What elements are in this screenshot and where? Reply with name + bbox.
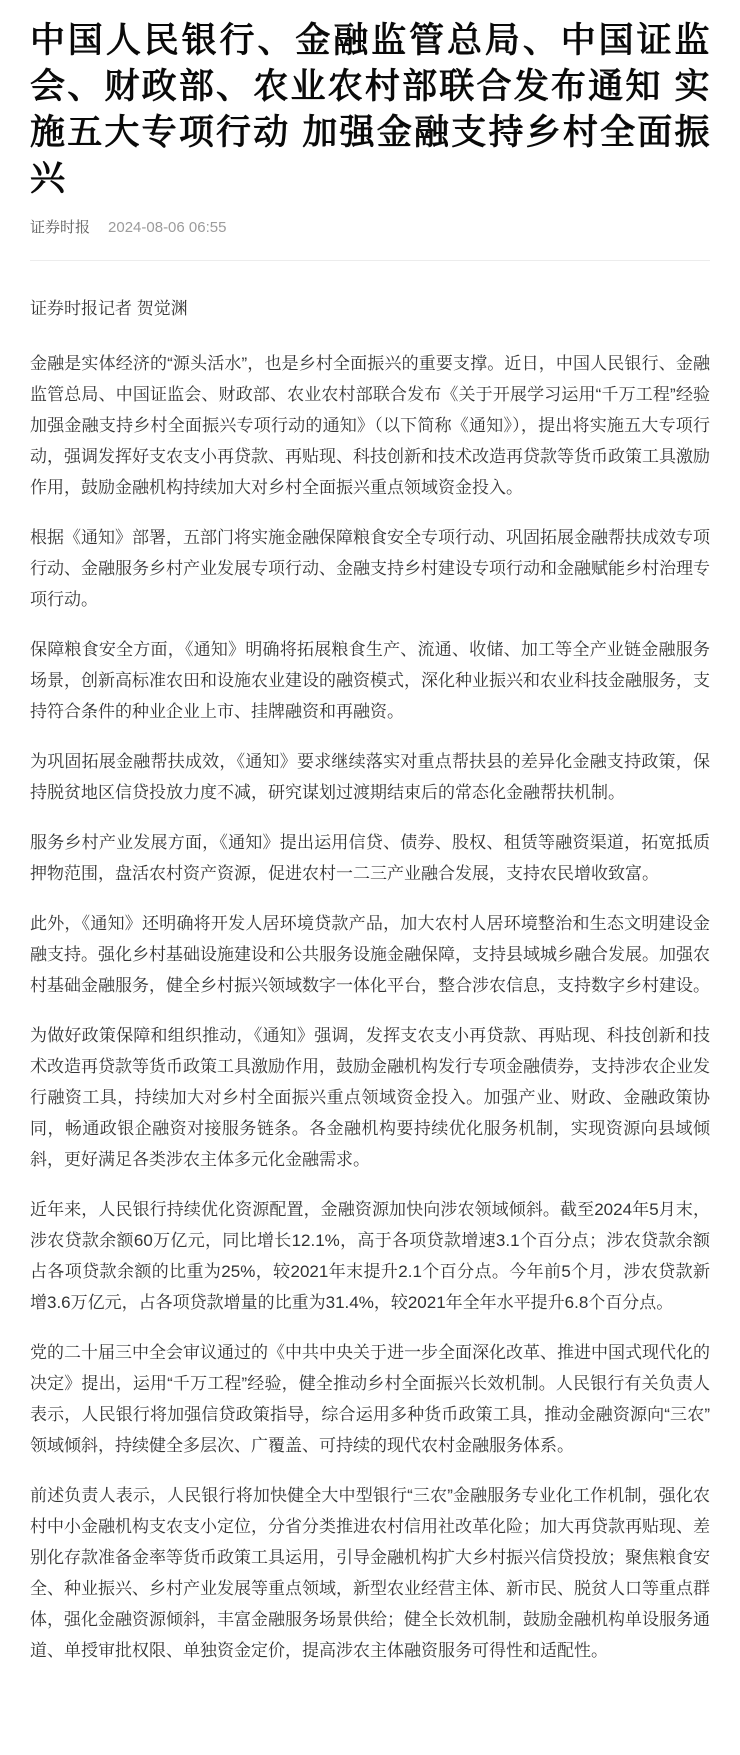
article-body: [30, 348, 710, 1666]
article-paragraph: 近年来，人民银行持续优化资源配置，金融资源加快向涉农领域倾斜。截至2024年5月末，涉农贷款余额60万亿元，同比增长12.1%，高于各项贷款增速3.1个百分点；涉农贷款余额占各项贷款余额的比重为25%，较2021年末提升2.1个百分点。今年前5个月，涉农贷款新增3.6万亿元，占各项贷款增量的比重为31.4%，较2021年全年水平提升6.8个百分点。: [30, 1200, 710, 1312]
article-paragraph: 保障粮食安全方面，《通知》明确将拓展粮食生产、流通、收储、加工等全产业链金融服务场景，创新高标准农田和设施农业建设的融资模式，深化种业振兴和农业科技金融服务，支持符合条件的种业企业上市、挂牌融资和再融资。: [30, 640, 710, 721]
article-paragraph: 党的二十届三中全会审议通过的《中共中央关于进一步全面深化改革、推进中国式现代化的决定》提出，运用“千万工程”经验，健全推动乡村全面振兴长效机制。人民银行有关负责人表示，人民银行将加强信贷政策指导，综合运用多种货币政策工具，推动金融资源向“三农”领域倾斜，持续健全多层次、广覆盖、可持续的现代农村金融服务体系。: [30, 1343, 710, 1455]
article-timestamp: 2024-08-06 06:55: [108, 219, 227, 236]
article-paragraph: 根据《通知》部署，五部门将实施金融保障粮食安全专项行动、巩固拓展金融帮扶成效专项行动、金融服务乡村产业发展专项行动、金融支持乡村建设专项行动和金融赋能乡村治理专项行动。: [30, 528, 710, 609]
article-paragraph: 为做好政策保障和组织推动，《通知》强调，发挥支农支小再贷款、再贴现、科技创新和技术改造再贷款等货币政策工具激励作用，鼓励金融机构发行专项金融债券，支持涉农企业发行融资工具，持续加大对乡村全面振兴重点领域资金投入。加强产业、财政、金融政策协同，畅通政银企融资对接服务链条。各金融机构要持续优化服务机制，实现资源向县域倾斜，更好满足各类涉农主体多元化金融需求。: [30, 1026, 710, 1169]
article-paragraph: 此外，《通知》还明确将开发人居环境贷款产品，加大农村人居环境整治和生态文明建设金融支持。强化乡村基础设施建设和公共服务设施金融保障，支持县域城乡融合发展。加强农村基础金融服务，健全乡村振兴领域数字一体化平台，整合涉农信息，支持数字乡村建设。: [30, 914, 710, 995]
article-paragraph: 为巩固拓展金融帮扶成效，《通知》要求继续落实对重点帮扶县的差异化金融支持政策，保持脱贫地区信贷投放力度不减，研究谋划过渡期结束后的常态化金融帮扶机制。: [30, 752, 710, 802]
article-byline: 证券时报记者 贺觉渊: [30, 299, 188, 318]
header-divider: [30, 260, 710, 261]
article-paragraph: 金融是实体经济的“源头活水”，也是乡村全面振兴的重要支撑。近日，中国人民银行、金融监管总局、中国证监会、财政部、农业农村部联合发布《关于开展学习运用“千万工程”经验 加强金融支持乡村全面振兴专项行动的通知》（以下简称《通知》），提出将实施五大专项行动，强调发挥好支农支小再贷款、再贴现、科技创新和技术改造再贷款等货币政策工具激励作用，鼓励金融机构持续加大对乡村全面振兴重点领域资金投入。: [30, 354, 710, 497]
article-title: 中国人民银行、金融监管总局、中国证监会、财政部、农业农村部联合发布通知 实施五大专项行动 加强金融支持乡村全面振兴: [30, 21, 710, 198]
article-meta: [30, 218, 710, 238]
article-source[interactable]: 证券时报: [30, 219, 91, 236]
article-paragraph: 前述负责人表示，人民银行将加快健全大中型银行“三农”金融服务专业化工作机制，强化农村中小金融机构支农支小定位，分省分类推进农村信用社改革化险；加大再贷款再贴现、差别化存款准备金率等货币政策工具运用，引导金融机构扩大乡村振兴信贷投放；聚焦粮食安全、种业振兴、乡村产业发展等重点领域，新型农业经营主体、新市民、脱贫人口等重点群体，强化金融资源倾斜，丰富金融服务场景供给；健全长效机制，鼓励金融机构单设服务通道、单授审批权限、单独资金定价，提高涉农主体融资服务可得性和适配性。: [30, 1486, 710, 1660]
article-paragraph: 服务乡村产业发展方面，《通知》提出运用信贷、债券、股权、租赁等融资渠道，拓宽抵质押物范围，盘活农村资产资源，促进农村一二三产业融合发展，支持农民增收致富。: [30, 833, 710, 883]
